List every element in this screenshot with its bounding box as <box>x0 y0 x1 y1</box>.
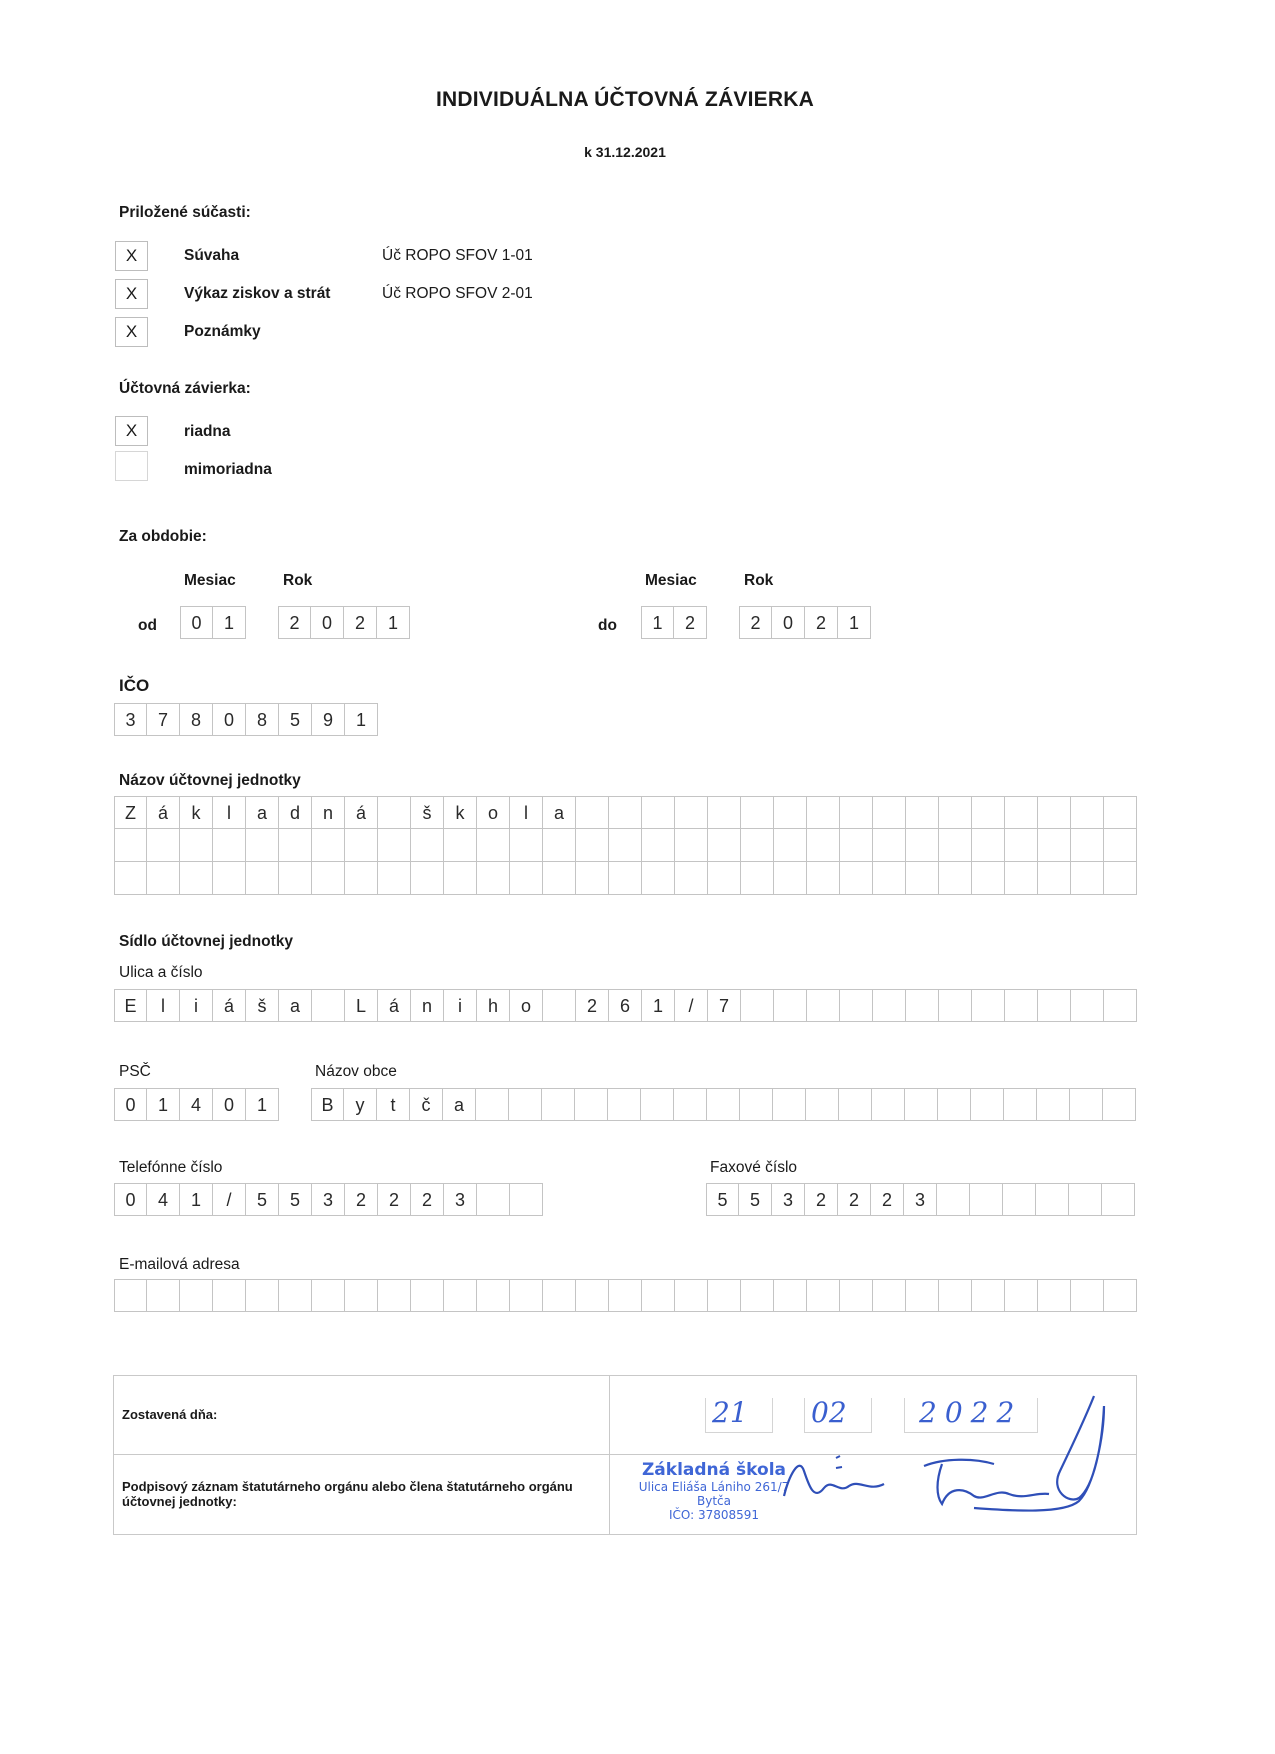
psc-field[interactable] <box>114 1088 279 1121</box>
char-cell <box>542 1088 575 1121</box>
char-cell <box>937 1183 970 1216</box>
char-cell <box>774 829 807 862</box>
char-cell <box>1071 829 1104 862</box>
attachment-label-poznamky: Poznámky <box>184 323 261 340</box>
entity-name-label: Názov účtovnej jednotky <box>119 772 301 789</box>
char-cell: 1 <box>642 989 675 1022</box>
char-cell: 3 <box>444 1183 477 1216</box>
char-cell <box>476 1088 509 1121</box>
char-cell <box>905 1088 938 1121</box>
char-cell: 5 <box>706 1183 739 1216</box>
char-cell <box>906 796 939 829</box>
char-cell <box>444 862 477 895</box>
char-cell <box>774 796 807 829</box>
char-cell <box>972 989 1005 1022</box>
char-cell <box>873 796 906 829</box>
char-cell: L <box>345 989 378 1022</box>
char-cell: 1 <box>147 1088 180 1121</box>
char-cell <box>477 829 510 862</box>
to-year-label: Rok <box>744 572 774 589</box>
char-cell <box>807 1279 840 1312</box>
ico-field[interactable] <box>114 703 378 736</box>
char-cell <box>1104 1279 1137 1312</box>
char-cell <box>840 989 873 1022</box>
char-cell <box>1104 989 1137 1022</box>
char-cell <box>1005 1279 1038 1312</box>
char-cell <box>873 862 906 895</box>
period-heading: Za obdobie: <box>119 528 207 545</box>
char-cell <box>114 1279 147 1312</box>
char-cell <box>873 829 906 862</box>
stamp-line-1: Základná škola <box>641 1460 786 1480</box>
char-cell: l <box>510 796 543 829</box>
char-cell <box>1038 1279 1071 1312</box>
char-cell <box>741 989 774 1022</box>
char-cell <box>444 829 477 862</box>
to-month-label: Mesiac <box>645 572 697 589</box>
char-cell: 3 <box>312 1183 345 1216</box>
signature-label: Podpisový záznam štatutárneho orgánu alebo člena štatutárneho orgánu účtovnej jednotky: <box>122 1479 573 1509</box>
char-cell <box>674 1088 707 1121</box>
checkbox-mimoriadna[interactable] <box>115 451 148 481</box>
document-date: k 31.12.2021 <box>584 144 666 160</box>
email-field[interactable] <box>114 1279 1137 1312</box>
attachment-code-suvaha: Úč ROPO SFOV 1-01 <box>382 247 533 264</box>
closing-label-riadna: riadna <box>184 423 231 440</box>
compiled-year: 2022 <box>919 1396 1023 1429</box>
char-cell <box>675 829 708 862</box>
char-cell: 2 <box>344 606 377 639</box>
char-cell <box>642 862 675 895</box>
char-cell <box>1004 1088 1037 1121</box>
to-month-field[interactable] <box>641 606 707 639</box>
char-cell <box>1070 1088 1103 1121</box>
char-cell <box>873 989 906 1022</box>
char-cell: 2 <box>838 1183 871 1216</box>
char-cell <box>180 862 213 895</box>
char-cell <box>1038 829 1071 862</box>
char-cell <box>609 862 642 895</box>
char-cell <box>774 862 807 895</box>
char-cell: 5 <box>246 1183 279 1216</box>
char-cell <box>312 989 345 1022</box>
char-cell: 2 <box>411 1183 444 1216</box>
char-cell <box>1005 862 1038 895</box>
char-cell <box>939 989 972 1022</box>
char-cell <box>906 1279 939 1312</box>
char-cell <box>213 862 246 895</box>
char-cell: 7 <box>147 703 180 736</box>
char-cell <box>477 862 510 895</box>
char-cell <box>477 1279 510 1312</box>
char-cell: y <box>344 1088 377 1121</box>
char-cell <box>807 862 840 895</box>
fax-field[interactable] <box>706 1183 1135 1216</box>
char-cell <box>1104 796 1137 829</box>
char-cell <box>213 1279 246 1312</box>
char-cell: 2 <box>739 606 772 639</box>
phone-field[interactable] <box>114 1183 543 1216</box>
char-cell <box>576 862 609 895</box>
char-cell <box>279 829 312 862</box>
char-cell: 2 <box>805 606 838 639</box>
char-cell <box>642 829 675 862</box>
char-cell <box>279 862 312 895</box>
closing-label-mimoriadna: mimoriadna <box>184 461 272 478</box>
psc-label: PSČ <box>119 1063 151 1080</box>
signature-scribble <box>674 1376 1134 1536</box>
char-cell: 0 <box>772 606 805 639</box>
char-cell <box>147 862 180 895</box>
char-cell: i <box>444 989 477 1022</box>
char-cell: o <box>477 796 510 829</box>
char-cell <box>773 1088 806 1121</box>
char-cell <box>741 829 774 862</box>
char-cell: á <box>147 796 180 829</box>
closing-heading: Účtovná závierka: <box>119 380 251 397</box>
checkbox-riadna[interactable]: X <box>115 416 148 446</box>
char-cell: k <box>180 796 213 829</box>
char-cell: n <box>312 796 345 829</box>
char-cell: t <box>377 1088 410 1121</box>
char-cell <box>1038 862 1071 895</box>
char-cell <box>1104 829 1137 862</box>
char-cell: 2 <box>378 1183 411 1216</box>
char-cell <box>608 1088 641 1121</box>
char-cell <box>312 829 345 862</box>
char-cell <box>147 829 180 862</box>
char-cell <box>213 829 246 862</box>
char-cell <box>1071 989 1104 1022</box>
char-cell: h <box>477 989 510 1022</box>
char-cell: l <box>147 989 180 1022</box>
city-field[interactable] <box>311 1088 1136 1121</box>
char-cell <box>576 796 609 829</box>
char-cell <box>939 862 972 895</box>
char-cell <box>1036 1183 1069 1216</box>
char-cell <box>345 829 378 862</box>
char-cell <box>708 829 741 862</box>
attachment-label-vykaz: Výkaz ziskov a strát <box>184 285 331 302</box>
char-cell <box>378 796 411 829</box>
char-cell <box>774 1279 807 1312</box>
signature-table <box>113 1375 1137 1535</box>
char-cell <box>840 862 873 895</box>
char-cell <box>246 862 279 895</box>
char-cell: 0 <box>213 703 246 736</box>
char-cell: 2 <box>871 1183 904 1216</box>
entity-name-field-row-3[interactable] <box>114 862 1137 895</box>
char-cell: 7 <box>708 989 741 1022</box>
entity-name-field-row-1[interactable] <box>114 796 1137 829</box>
char-cell <box>708 796 741 829</box>
char-cell <box>411 829 444 862</box>
char-cell: 0 <box>311 606 344 639</box>
char-cell <box>972 862 1005 895</box>
char-cell <box>509 1088 542 1121</box>
char-cell <box>641 1088 674 1121</box>
char-cell <box>510 829 543 862</box>
char-cell: 1 <box>838 606 871 639</box>
phone-label: Telefónne číslo <box>119 1159 223 1176</box>
char-cell <box>806 1088 839 1121</box>
char-cell <box>1069 1183 1102 1216</box>
char-cell: 8 <box>246 703 279 736</box>
char-cell <box>708 862 741 895</box>
char-cell <box>642 1279 675 1312</box>
char-cell: 1 <box>641 606 674 639</box>
char-cell <box>675 796 708 829</box>
char-cell <box>971 1088 1004 1121</box>
table-divider <box>609 1376 610 1534</box>
street-field[interactable] <box>114 989 1137 1022</box>
char-cell <box>1102 1183 1135 1216</box>
char-cell: 2 <box>576 989 609 1022</box>
char-cell <box>1038 796 1071 829</box>
char-cell <box>708 1279 741 1312</box>
char-cell <box>609 829 642 862</box>
char-cell <box>906 989 939 1022</box>
checkbox-suvaha[interactable]: X <box>115 241 148 271</box>
char-cell <box>938 1088 971 1121</box>
char-cell: 2 <box>278 606 311 639</box>
char-cell <box>872 1088 905 1121</box>
char-cell: E <box>114 989 147 1022</box>
char-cell <box>345 862 378 895</box>
email-label: E-mailová adresa <box>119 1256 240 1273</box>
char-cell <box>312 1279 345 1312</box>
char-cell: 1 <box>246 1088 279 1121</box>
char-cell <box>970 1183 1003 1216</box>
char-cell <box>246 829 279 862</box>
char-cell <box>444 1279 477 1312</box>
from-year-label: Rok <box>283 572 313 589</box>
stamp-line-2: Ulica Eliáša Lániho 261/7 <box>638 1480 790 1494</box>
char-cell: 5 <box>739 1183 772 1216</box>
char-cell <box>939 1279 972 1312</box>
attachments-heading: Priložené súčasti: <box>119 204 251 221</box>
char-cell <box>972 796 1005 829</box>
checkbox-poznamky[interactable]: X <box>115 317 148 347</box>
char-cell: 2 <box>805 1183 838 1216</box>
char-cell <box>675 1279 708 1312</box>
char-cell: / <box>213 1183 246 1216</box>
char-cell: 3 <box>114 703 147 736</box>
char-cell: 2 <box>345 1183 378 1216</box>
entity-name-field-row-2[interactable] <box>114 829 1137 862</box>
char-cell <box>1071 796 1104 829</box>
char-cell <box>411 1279 444 1312</box>
char-cell <box>1038 989 1071 1022</box>
stamp-line-3: Bytča <box>697 1494 731 1508</box>
to-year-field[interactable] <box>739 606 871 639</box>
char-cell <box>1003 1183 1036 1216</box>
from-label: od <box>138 617 157 634</box>
char-cell: a <box>246 796 279 829</box>
char-cell: a <box>443 1088 476 1121</box>
char-cell: a <box>279 989 312 1022</box>
char-cell: 1 <box>213 606 246 639</box>
char-cell <box>840 796 873 829</box>
char-cell: 4 <box>147 1183 180 1216</box>
address-heading: Sídlo účtovnej jednotky <box>119 933 293 950</box>
char-cell <box>741 862 774 895</box>
char-cell <box>939 829 972 862</box>
char-cell: á <box>378 989 411 1022</box>
attachment-label-suvaha: Súvaha <box>184 247 240 264</box>
char-cell <box>246 1279 279 1312</box>
char-cell: Z <box>114 796 147 829</box>
char-cell: š <box>411 796 444 829</box>
compiled-day: 21 <box>712 1396 748 1429</box>
char-cell <box>576 1279 609 1312</box>
char-cell <box>279 1279 312 1312</box>
char-cell <box>972 829 1005 862</box>
char-cell <box>609 796 642 829</box>
char-cell <box>147 1279 180 1312</box>
compiled-date-label: Zostavená dňa: <box>122 1407 218 1422</box>
char-cell <box>807 989 840 1022</box>
street-label: Ulica a číslo <box>119 964 203 981</box>
char-cell: 5 <box>279 703 312 736</box>
from-year-field[interactable] <box>278 606 410 639</box>
char-cell <box>180 829 213 862</box>
char-cell <box>543 829 576 862</box>
compiled-month: 02 <box>811 1396 847 1429</box>
char-cell <box>114 862 147 895</box>
char-cell: 0 <box>180 606 213 639</box>
char-cell <box>1005 989 1038 1022</box>
char-cell <box>906 862 939 895</box>
to-label: do <box>598 617 617 634</box>
char-cell <box>939 796 972 829</box>
char-cell <box>575 1088 608 1121</box>
char-cell: B <box>311 1088 344 1121</box>
char-cell <box>378 829 411 862</box>
char-cell <box>1005 829 1038 862</box>
char-cell <box>807 796 840 829</box>
char-cell <box>312 862 345 895</box>
char-cell <box>411 862 444 895</box>
char-cell <box>1037 1088 1070 1121</box>
char-cell: 0 <box>114 1088 147 1121</box>
char-cell <box>1103 1088 1136 1121</box>
char-cell <box>741 1279 774 1312</box>
from-month-label: Mesiac <box>184 572 236 589</box>
char-cell: l <box>213 796 246 829</box>
char-cell <box>840 829 873 862</box>
char-cell <box>1071 862 1104 895</box>
char-cell: a <box>543 796 576 829</box>
char-cell: á <box>345 796 378 829</box>
char-cell <box>707 1088 740 1121</box>
char-cell: 1 <box>377 606 410 639</box>
char-cell <box>609 1279 642 1312</box>
char-cell <box>543 1279 576 1312</box>
char-cell: 1 <box>345 703 378 736</box>
char-cell: i <box>180 989 213 1022</box>
char-cell <box>510 1183 543 1216</box>
char-cell: č <box>410 1088 443 1121</box>
char-cell: š <box>246 989 279 1022</box>
char-cell: 5 <box>279 1183 312 1216</box>
char-cell: 9 <box>312 703 345 736</box>
char-cell: 4 <box>180 1088 213 1121</box>
checkbox-vykaz[interactable]: X <box>115 279 148 309</box>
fax-label: Faxové číslo <box>710 1159 798 1176</box>
char-cell <box>543 862 576 895</box>
char-cell: 0 <box>213 1088 246 1121</box>
char-cell: 0 <box>114 1183 147 1216</box>
attachment-code-vykaz: Úč ROPO SFOV 2-01 <box>382 285 533 302</box>
char-cell <box>840 1279 873 1312</box>
char-cell <box>1104 862 1137 895</box>
char-cell <box>345 1279 378 1312</box>
from-month-field[interactable] <box>180 606 246 639</box>
char-cell <box>642 796 675 829</box>
char-cell: 2 <box>674 606 707 639</box>
char-cell <box>873 1279 906 1312</box>
char-cell <box>807 829 840 862</box>
document-title: INDIVIDUÁLNA ÚČTOVNÁ ZÁVIERKA <box>436 88 814 111</box>
char-cell <box>543 989 576 1022</box>
char-cell: 8 <box>180 703 213 736</box>
char-cell <box>114 829 147 862</box>
char-cell <box>906 829 939 862</box>
char-cell <box>378 1279 411 1312</box>
char-cell <box>839 1088 872 1121</box>
char-cell <box>741 796 774 829</box>
char-cell <box>972 1279 1005 1312</box>
char-cell: á <box>213 989 246 1022</box>
char-cell <box>180 1279 213 1312</box>
ico-label: IČO <box>119 676 150 695</box>
stamp-line-4: IČO: 37808591 <box>668 1508 760 1522</box>
char-cell: o <box>510 989 543 1022</box>
char-cell <box>378 862 411 895</box>
char-cell: 3 <box>772 1183 805 1216</box>
char-cell: 3 <box>904 1183 937 1216</box>
char-cell <box>1071 1279 1104 1312</box>
char-cell: / <box>675 989 708 1022</box>
char-cell <box>510 862 543 895</box>
char-cell <box>740 1088 773 1121</box>
char-cell <box>576 829 609 862</box>
city-label: Názov obce <box>315 1063 397 1080</box>
char-cell <box>774 989 807 1022</box>
char-cell <box>477 1183 510 1216</box>
char-cell <box>675 862 708 895</box>
char-cell: d <box>279 796 312 829</box>
char-cell: n <box>411 989 444 1022</box>
char-cell <box>510 1279 543 1312</box>
char-cell: 6 <box>609 989 642 1022</box>
char-cell: k <box>444 796 477 829</box>
char-cell: 1 <box>180 1183 213 1216</box>
char-cell <box>1005 796 1038 829</box>
